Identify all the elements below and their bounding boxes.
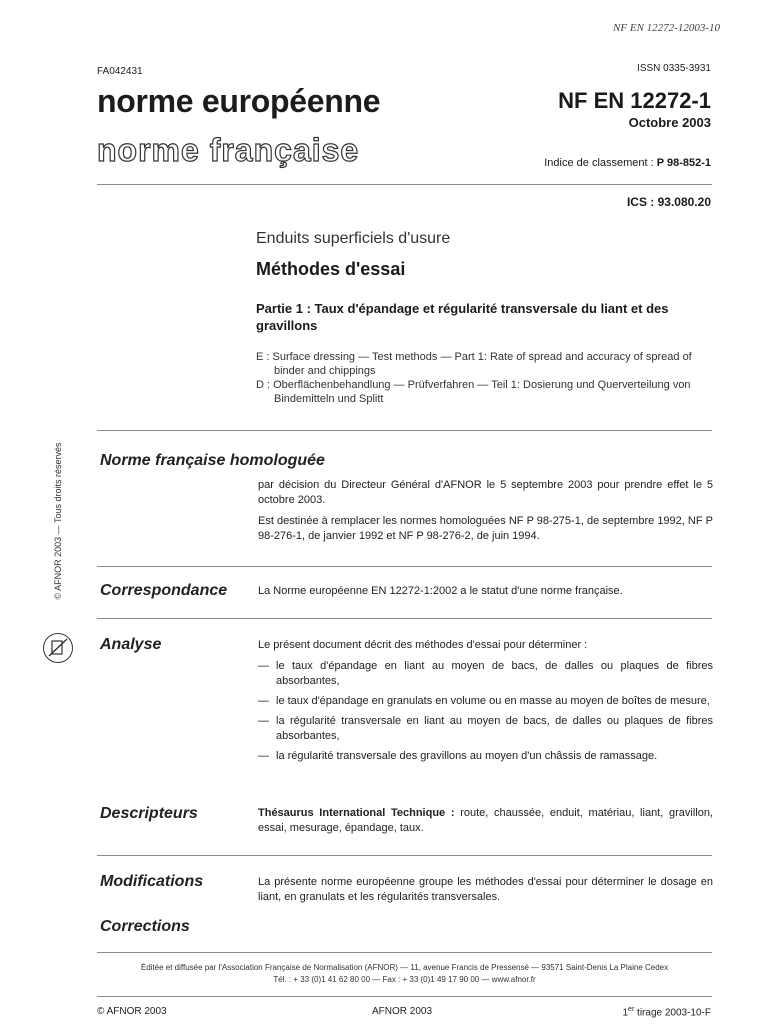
descripteurs-text: route, chaussée, enduit, matériau, liant, gravillon, essai, mesurage, épandage, taux. [258, 807, 713, 834]
vertical-copyright [52, 432, 64, 612]
publisher-info [97, 962, 712, 986]
section-heading-modifications: Modifications [100, 873, 204, 890]
ics-code: ICS : 93.080.20 [626, 195, 711, 209]
divider [97, 618, 712, 619]
translations [256, 350, 716, 406]
issn: ISSN 0335-3931 [637, 63, 711, 74]
section-heading-descripteurs: Descripteurs [100, 805, 198, 822]
divider [97, 566, 712, 567]
section-heading-analyse: Analyse [100, 636, 162, 653]
publisher-address: Éditée et diffusée par l'Association Française de Normalisation (AFNOR) — 11, avenue Francis de Pressensé — 93571 Saint-Denis La Plaine Cedex [140, 963, 669, 972]
analyse-intro: Le présent document décrit des méthodes d'essai pour déterminer : [258, 639, 588, 651]
title-norme-francaise: norme française [97, 132, 360, 168]
publisher-contact: Tél. : + 33 (0)1 41 62 80 00 — Fax : + 33 (0)1 49 17 90 00 — www.afnor.fr [273, 975, 536, 984]
thesaurus-label: Thésaurus International Technique : [258, 807, 455, 819]
analyse-body [258, 638, 713, 769]
title-norme-europeenne: norme européenne [97, 83, 381, 119]
subject-title: Méthodes d'essai [256, 259, 406, 279]
list-item-text: la régularité transversale des gravillons au moyen d'un châssis de ramassage. [276, 750, 658, 762]
modifications-body: La présente norme européenne groupe les méthodes d'essai pour déterminer le dosage en liant, en granulats et les régularités transversales. [258, 876, 713, 903]
section-heading-correspondance: Correspondance [100, 582, 228, 599]
section-heading-homologuee: Norme française homologuée [100, 452, 325, 469]
list-dash: — [258, 715, 269, 727]
german-title: D : Oberflächenbehandlung — Prüfverfahren — Teil 1: Dosierung und Querverteilung von Bindemitteln und Splitt [256, 379, 691, 405]
footer-tirage [622, 1006, 711, 1018]
document-code: FA042431 [97, 66, 143, 77]
footer-copyright: © AFNOR 2003 [97, 1006, 167, 1017]
list-item [258, 694, 713, 709]
indice-value: P 98-852-1 [656, 157, 711, 169]
descripteurs-body [258, 806, 713, 836]
list-item [258, 659, 713, 689]
divider [97, 855, 712, 856]
homologuee-paragraph: Est destinée à remplacer les normes homologuées NF P 98-275-1, de septembre 1992, NF P 98-276-1, de janvier 1992 et NF P 98-276-2, de juin 1994. [258, 515, 713, 542]
indice-classement [544, 157, 711, 169]
section-heading-corrections: Corrections [100, 918, 190, 935]
subject-category: Enduits superficiels d'usure [256, 230, 451, 247]
no-photocopy-icon [43, 633, 73, 663]
document-reference: NF EN 12272-12003-10 [613, 22, 720, 34]
divider [97, 996, 712, 997]
indice-label: Indice de classement : [544, 157, 654, 169]
english-title: E : Surface dressing — Test methods — Part 1: Rate of spread and accuracy of spread of binder and chippings [256, 351, 692, 377]
divider [97, 952, 712, 953]
divider [97, 430, 712, 431]
analyse-list [258, 659, 713, 764]
footer-center: AFNOR 2003 [372, 1006, 433, 1017]
standard-number: NF EN 12272-1 [558, 88, 711, 113]
list-item-text: la régularité transversale en liant au moyen de bacs, de dalles ou plaques de fibres absorbantes, [276, 715, 713, 742]
divider [97, 184, 712, 185]
list-dash: — [258, 660, 269, 672]
correspondance-body: La Norme européenne EN 12272-1:2002 a le statut d'une norme française. [258, 585, 623, 597]
list-item [258, 749, 713, 764]
part-title: Partie 1 : Taux d'épandage et régularité transversale du liant et des gravillons [256, 301, 669, 333]
list-item [258, 714, 713, 744]
publication-date: Octobre 2003 [628, 115, 711, 130]
list-dash: — [258, 750, 269, 762]
list-item-text: le taux d'épandage en liant au moyen de bacs, de dalles ou plaques de fibres absorbantes, [276, 660, 713, 687]
tirage-sup: er [628, 1006, 635, 1013]
list-item-text: le taux d'épandage en granulats en volume ou en masse au moyen de boîtes de mesure, [276, 695, 710, 707]
tirage-number: 1 [622, 1007, 629, 1019]
list-dash: — [258, 695, 269, 707]
homologuee-body [258, 478, 713, 550]
homologuee-paragraph: par décision du Directeur Général d'AFNOR le 5 septembre 2003 pour prendre effet le 5 octobre 2003. [258, 479, 713, 506]
vertical-copyright-text: © AFNOR 2003 — Tous droits réservés [53, 442, 63, 600]
tirage-rest: tirage 2003-10-F [634, 1007, 711, 1019]
